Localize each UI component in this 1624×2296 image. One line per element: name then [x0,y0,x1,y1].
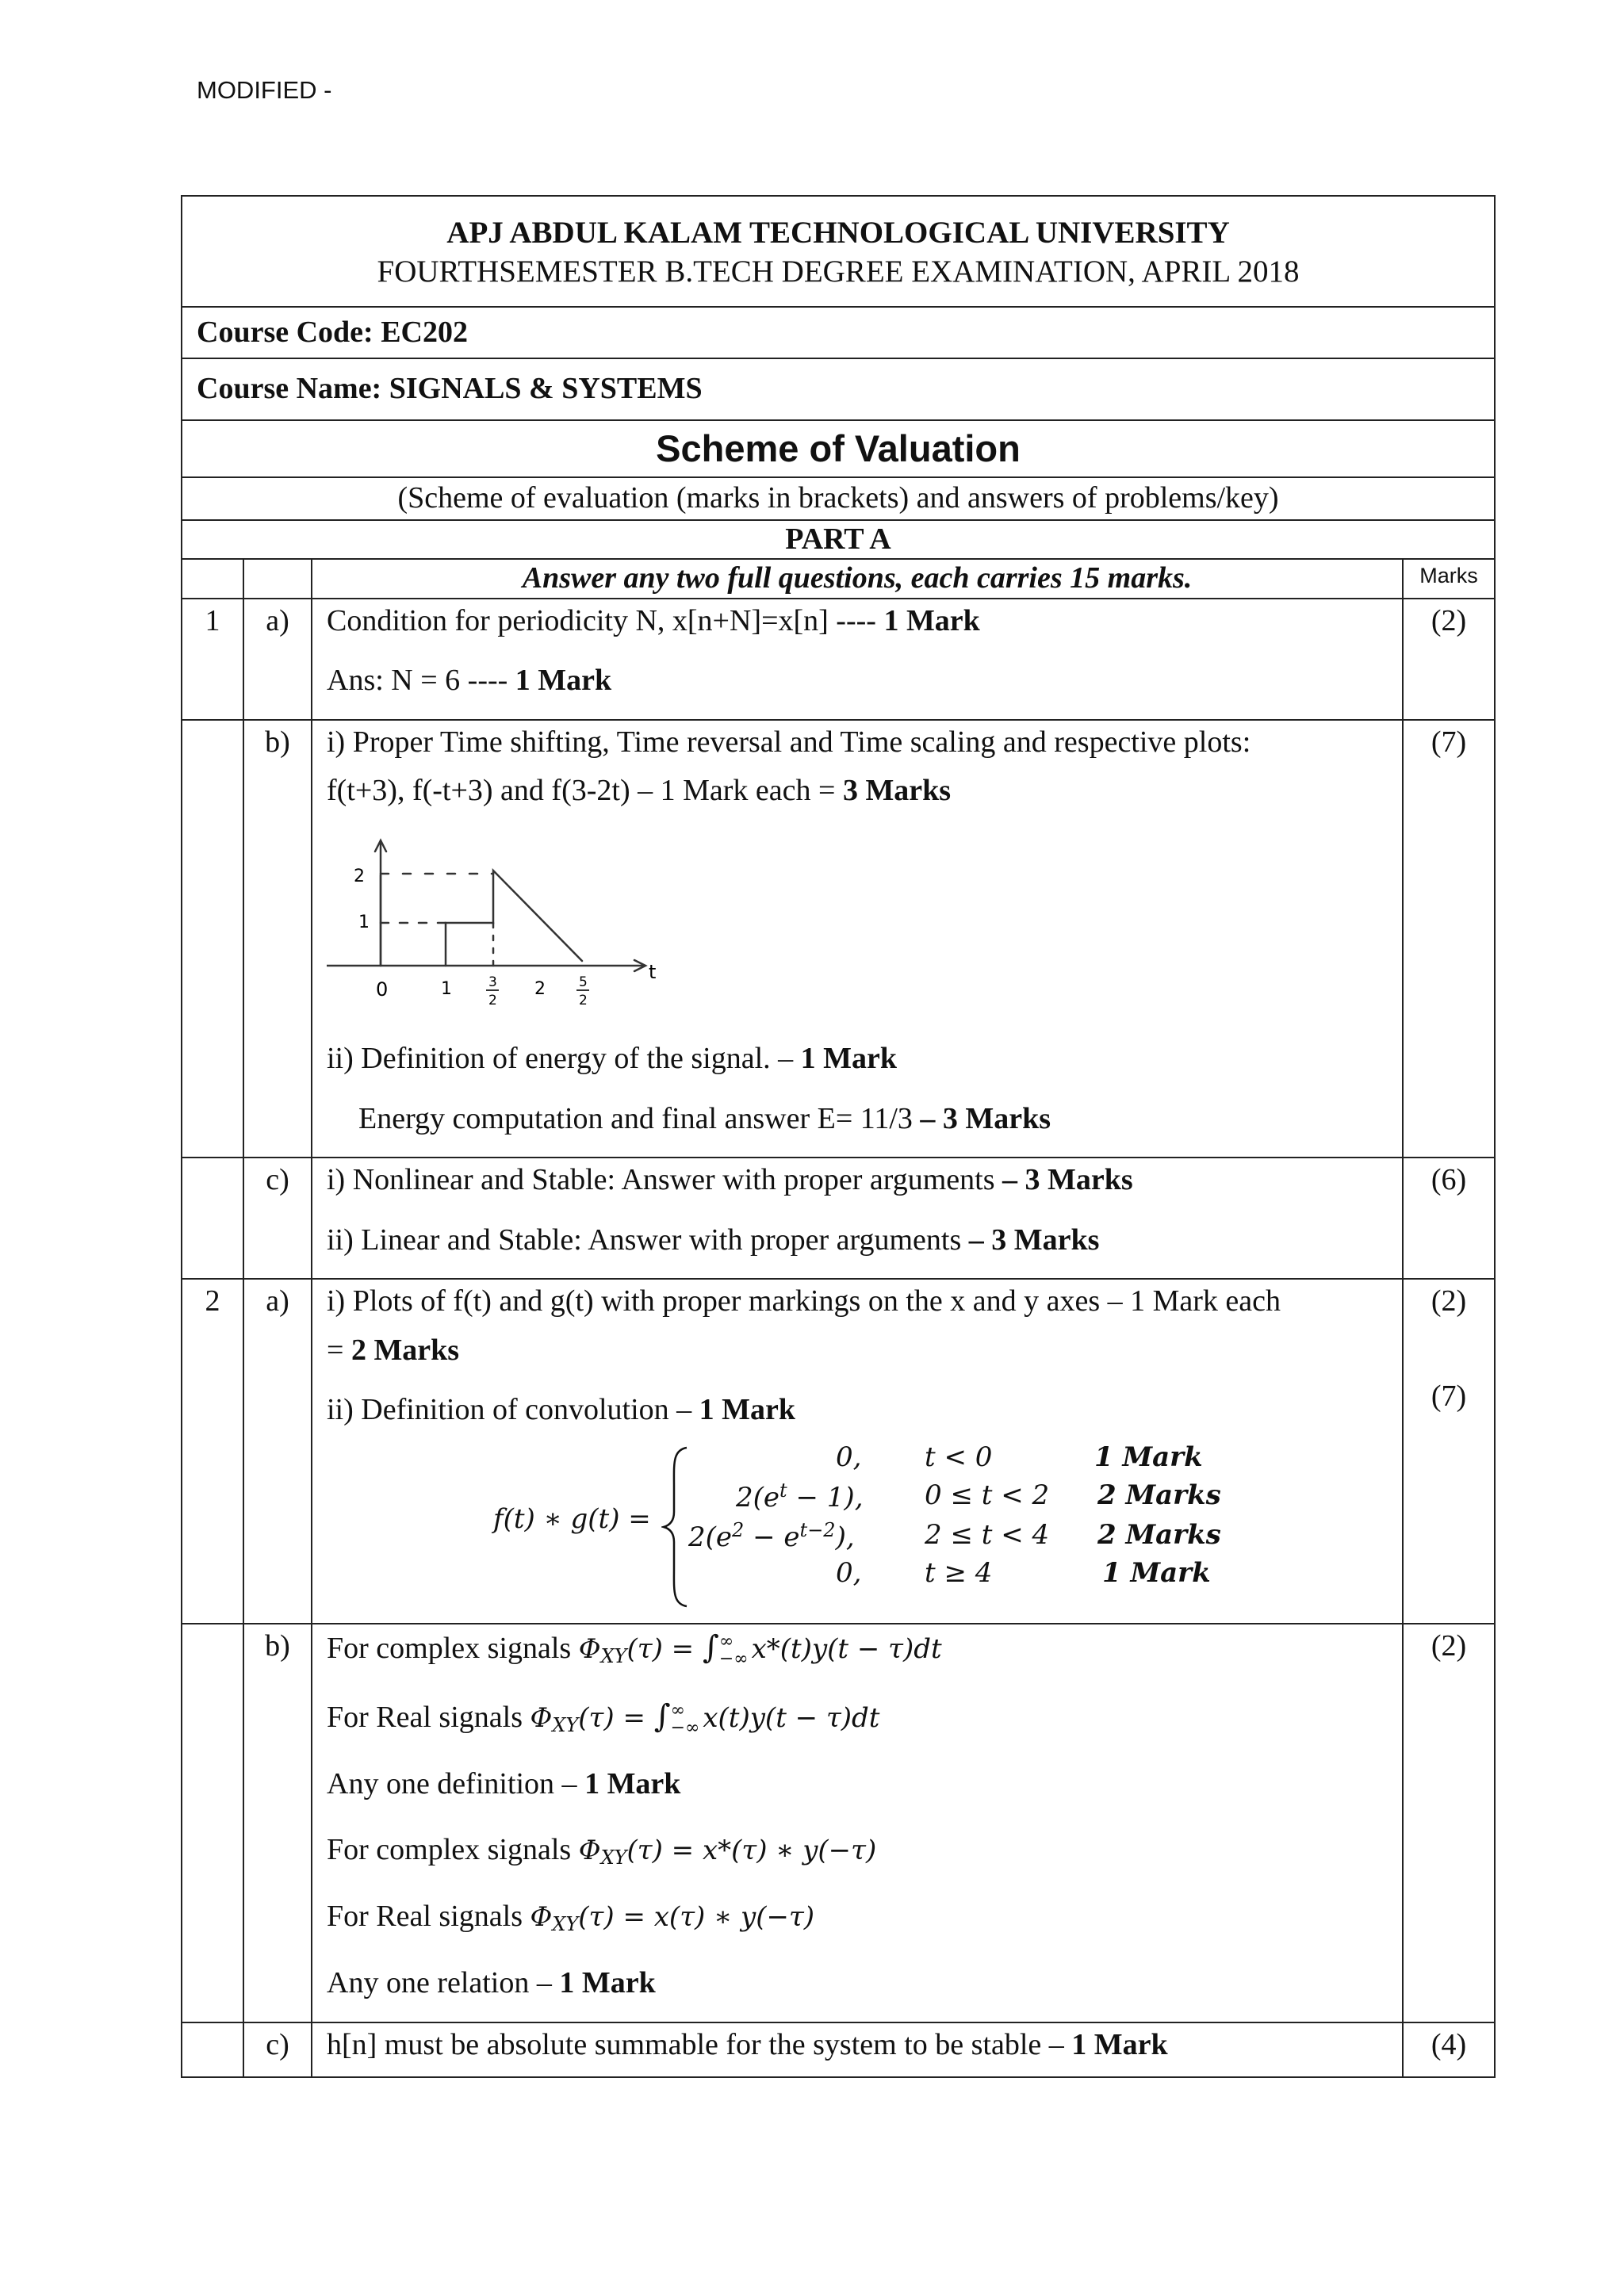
answer-text: ii) Linear and Stable: Answer with proper arguments [327,1223,969,1257]
university-name: APJ ABDUL KALAM TECHNOLOGICAL UNIVERSITY [446,216,1230,250]
modified-label: MODIFIED - [197,76,332,104]
x-tick-label: 3 [488,974,497,990]
course-name: Course Name: SIGNALS & SYSTEMS [182,358,1495,420]
marks-value: (7) [1403,720,1495,1158]
formula: $\Phi_{XY}(\tau)$ = ∫∞ −∞ x(t)y(t − τ)dt [530,1697,880,1738]
sub-part-label: b) [243,1624,312,2022]
answer-text: Ans: N = 6 ---- [327,664,515,698]
answer-text: i) Nonlinear and Stable: Answer with proper arguments [327,1163,1002,1197]
header-cell [182,196,1495,307]
piece-expr: $2(e^t - 1)$, [736,1479,864,1513]
blank-cell [182,559,243,599]
q2a-row [182,1279,1495,1624]
marks-header: Marks [1403,559,1495,599]
part-row [182,520,1495,560]
answer-text: f(t+3), f(-t+3) and f(3-2t) – 1 Mark each = [327,774,843,808]
formula: $\Phi_{XY}(\tau) = x*(\tau)$ ∗ y(−τ) [578,1835,877,1869]
answer-text: Energy computation and final answer E= 11/3 [358,1101,921,1135]
mark-text: 1 Mark [883,603,980,637]
answer-line [327,651,1388,711]
answer-line [327,1029,1388,1089]
mark-text: 2 Marks [350,1333,460,1367]
answer-text: = [327,1333,351,1367]
sub-part-label: c) [243,2022,312,2078]
piece-cond: 0 ≤ t < 2 [925,1479,1050,1511]
marks-value: (2) [1431,1284,1467,1318]
piece-mark: 1 Mark [1094,1441,1203,1473]
piece-cond: 2 ≤ t < 4 [925,1518,1050,1551]
piece-expr: 0, [836,1556,862,1589]
sub-part-label: a) [243,599,312,720]
course-code-row [182,307,1495,359]
mark-text: 1 Mark [699,1393,796,1427]
marks-value: (2) [1403,1624,1495,2022]
answer-line [327,1161,1388,1211]
answer-line [327,1332,1388,1381]
blank-cell [243,559,312,599]
mark-text: – 3 Marks [1002,1163,1133,1197]
marks-value: (2) [1403,599,1495,720]
answer-line [327,2026,1388,2069]
marks-value: (6) [1403,1158,1495,1279]
sub-part-label: a) [243,1279,312,1624]
mark-text: 1 Mark [1071,2027,1168,2061]
real-relation [327,1887,1388,1954]
mark-text: 1 Mark [559,1966,656,2000]
answer-text: ii) Definition of energy of the signal. – [327,1042,801,1076]
subtitle-row [182,477,1495,520]
sub-part-label: c) [243,1158,312,1279]
signal-plot [327,831,676,1013]
q1b-row [182,720,1495,1158]
scheme-subtitle: (Scheme of evaluation (marks in brackets) and answers of problems/key) [182,477,1495,520]
sub-part-label: b) [243,720,312,1158]
complex-definition [327,1628,1388,1686]
answer-content [312,2022,1403,2078]
blank-cell [182,1158,243,1279]
answer-text: For complex signals [327,1833,579,1867]
convolution-lhs: f(t) ∗ g(t) = [493,1502,651,1535]
answer-line: i) Plots of f(t) and g(t) with proper markings on the x and y axes – 1 Mark each [327,1284,1281,1318]
exam-name: FOURTHSEMESTER B.TECH DEGREE EXAMINATION, APRIL 2018 [377,254,1300,289]
q1a-row [182,599,1495,720]
part-heading: PART A [182,520,1495,560]
marks-cell [1403,1279,1495,1624]
question-number: 2 [182,1279,243,1624]
answer-line [327,772,1388,821]
x-tick-label: 2 [579,992,588,1008]
instruction: Answer any two full questions, each carries 15 marks. [312,559,1403,599]
mark-text: – 3 Marks [968,1223,1100,1257]
x-axis-label: t [649,960,657,983]
formula: $\Phi_{XY}(\tau)$ = ∫∞ −∞ x*(t)y(t − τ)dt [578,1628,942,1669]
answer-content [312,1624,1403,2022]
formula: $\Phi_{XY}(\tau) = x(\tau)$ ∗ y(−τ) [530,1901,815,1936]
y-tick-label: 2 [354,866,365,886]
piece-mark: 2 Marks [1097,1518,1221,1551]
piece-mark: 1 Mark [1102,1556,1211,1589]
q2b-row [182,1624,1495,2022]
course-name-row [182,358,1495,420]
marks-value: (4) [1403,2022,1495,2078]
mark-text: 1 Mark [515,664,612,698]
answer-text: Condition for periodicity N, x[n+N]=x[n] ---- [327,603,884,637]
scheme-title: Scheme of Valuation [182,420,1495,478]
answer-text: Any one relation – [327,1966,560,2000]
blank-cell [182,2022,243,2078]
answer-line [327,1211,1388,1271]
answer-text: Any one definition – [327,1766,585,1800]
piece-cond: t ≥ 4 [925,1556,993,1589]
real-definition [327,1686,1388,1755]
answer-content [312,720,1403,1158]
x-tick-label: 0 [376,978,389,1001]
answer-line [327,1089,1388,1150]
answer-content [312,1158,1403,1279]
answer-text: For Real signals [327,1700,530,1734]
answer-line [327,1755,1388,1821]
mark-text: – 3 Marks [920,1101,1051,1135]
marks-value: (7) [1431,1379,1467,1413]
valuation-table [181,195,1496,2078]
x-tick-label: 2 [534,978,546,999]
left-brace-icon [661,1445,690,1609]
q1c-row [182,1158,1495,1279]
question-number: 1 [182,599,243,720]
answer-text: ii) Definition of convolution – [327,1393,699,1427]
signal-sketch [327,821,1388,1030]
mark-text: 3 Marks [842,774,952,808]
convolution-result [327,1441,1388,1615]
answer-line [327,1954,1388,2014]
x-tick-label: 1 [441,978,452,999]
blank-cell [182,720,243,1158]
mark-text: 1 Mark [584,1766,681,1800]
answer-content [312,599,1403,720]
q2c-row [182,2022,1495,2078]
answer-text: For complex signals [327,1631,579,1665]
header-row [182,196,1495,307]
answer-content [312,1279,1403,1624]
mark-text: 1 Mark [800,1042,898,1076]
piece-expr: 0, [836,1441,862,1473]
answer-text: For Real signals [327,1900,530,1934]
blank-cell [182,1624,243,2022]
instruction-row [182,559,1495,599]
y-tick-label: 1 [358,912,370,932]
answer-line [327,1380,1388,1441]
answer-line: i) Proper Time shifting, Time reversal and Time scaling and respective plots: [327,725,1251,759]
piece-expr: $2(e^2 - e^{t-2})$, [688,1518,855,1553]
x-tick-label: 2 [488,992,497,1008]
complex-relation [327,1820,1388,1887]
answer-line [327,603,1388,652]
scheme-title-row [182,420,1495,478]
piece-cond: t < 0 [925,1441,993,1473]
answer-text: h[n] must be absolute summable for the system to be stable – [327,2027,1072,2061]
signal-segment [446,871,582,966]
x-tick-label: 5 [579,974,588,990]
course-code: Course Code: EC202 [182,307,1495,359]
piece-mark: 2 Marks [1097,1479,1221,1511]
